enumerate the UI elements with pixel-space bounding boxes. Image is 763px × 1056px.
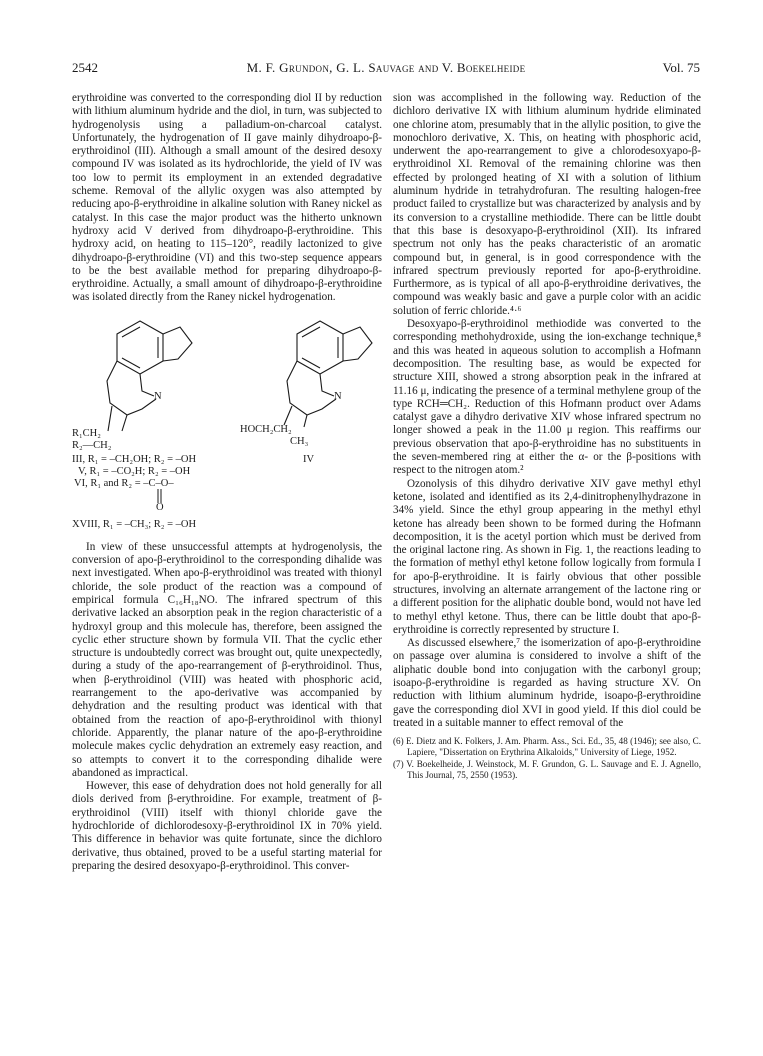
nitrogen-label: N xyxy=(154,390,162,402)
page-number: 2542 xyxy=(72,60,98,75)
compound-label: IV xyxy=(303,453,315,465)
substituent-label: HOCH₂CH₂ xyxy=(240,423,292,435)
benzene-ring xyxy=(297,321,343,374)
substituent-label: R₁CH₂ xyxy=(72,427,101,439)
left-column xyxy=(72,92,382,873)
right-column xyxy=(393,92,701,782)
nitrogen-label: N xyxy=(334,390,342,402)
paragraph: However, this ease of dehydration does not hold generally for all diols derived from β-erythroidine. For example, treatment of β-erythroidinol (VIII) itself with thionyl chloride gave the hydrochloride of dichlorodesoxy-β-erythroidinol IX in 70% yield. This difference in behavior was quite fortunate, since the dichloro derivative, thus obtained, proved to be a useful starting material for preparing the desired desoxyapo-β-erythroidinol. This conver- xyxy=(72,780,382,872)
chemical-structures xyxy=(72,311,382,521)
paragraph: In view of these unsuccessful attempts at hydrogenolysis, the conversion of apo-β-erythroidinol to the corresponding dihalide was next investigated. When apo-β-erythroidinol was treated with thionyl chloride, the sole product of the reaction was a compound of empirical formula C₁₆H₁₈NO. The infrared spectrum of this derivative lacked an absorption peak in the region characteristic of a hydroxyl group and this molecule has, therefore, been assigned the cyclic ether structure shown by formula VII. That the cyclic ether structure is undoubtedly correct was brought out, quite unexpectedly, during a study of the apo-rearrangement of β-erythroidinol. Thus, when β-erythroidinol (VIII) was heated with phosphoric acid, rearrangement to the apo-derivative was accompanied by dehydration and the resulting product was identical with that obtained from the reaction of apo-β-erythroidinol with thionyl chloride. Apparently, the planar nature of the apo-β-erythroidine molecule makes cyclic dehydration an extremely easy reaction, and so attempts to convert it to the corresponding dihalide were abandoned as impractical. xyxy=(72,540,382,779)
paragraph: erythroidine was converted to the corresponding diol II by reduction with lithium aluminum hydride and the diol, in turn, was subjected to hydrogenolysis using a palladium-on-charcoal catalyst. Unfortunately, the hydrogenation of II gave mainly dihydroapo-β-erythroidinol (III). Although a small amount of the desired desoxy compound IV was isolated as its hydrochloride, the yield of IV was too low to permit its employment in an extended degradative scheme. Removal of the allylic oxygen was also attempted by reducing apo-β-erythroidine in alkaline solution with Raney nickel as catalyst. In this case the major product was the hitherto unknown hydroxy acid V derived from dihydroapo-β-erythroidine. This hydroxy acid, on heating to 115–120°, readily lactonized to give dihydroapo-β-erythroidine (VI) and this two-step sequence appears to be the best available method for preparing dihydroapo-β-erythroidine. Actually, a small amount of dihydroapo-β-erythroidine was isolated directly from the Raney nickel hydrogenation. xyxy=(72,92,382,304)
paragraph: Ozonolysis of this dihydro derivative XIV gave methyl ethyl ketone, isolated and identified as its 2,4-dinitrophenylhydrazone in 34% yield. Since the ethyl group appearing in the methyl ethyl ketone has already been shown to be formed during the Hofmann decomposition, it is the acetyl portion which must be derived from the original lactone ring. As shown in Fig. 1, the reactions leading to the formation of methyl ethyl ketone follow logically from formula I for apo-β-erythroidine. It is fairly obvious that other possible structures, involving an alternate arrangement of the lactone ring or a different position for the aliphatic double bond, would not have led to methyl ethyl ketone. Thus, there can be little doubt that apo-β-erythroidine is correctly represented by structure I. xyxy=(393,477,701,636)
oxygen-label: O xyxy=(156,501,164,513)
benzene-ring xyxy=(117,321,163,374)
compound-definition: V, R₁ = –CO₂H; R₂ = –OH xyxy=(78,465,191,477)
volume-label: Vol. 75 xyxy=(662,60,700,75)
compound-definition: III, R₁ = –CH₂OH; R₂ = –OH xyxy=(72,453,197,465)
paragraph: sion was accomplished in the following way. Reduction of the dichloro derivative IX with lithium aluminum hydride eliminated one chlorine atom, presumably that in the allylic position, to give the monochloro derivative, X. This, on heating with phosphoric acid, underwent the apo-rearrangement to give a chlorodesoxyapo-β-erythroidinol XI. Removal of the remaining chlorine was then effected by prolonged heating of XI with a solution of lithium aluminum hydride in tetrahydrofuran. The resulting halogen-free product failed to crystallize but was characterized by analysis and by its conversion to a crystalline methiodide. There can be little doubt that this base is desoxyapo-β-erythroidinol (XII). Its infrared spectrum not only has the peaks characteristic of an aromatic compound but, in general, is in good correspondence with the infrared spectrum previously reported for apo-β-erythroidine. Furthermore, as is typical of all apo-β-erythroidine derivatives, the compound was weakly basic and gave a purple color with an acidic solution of ferric chloride.⁴·⁶ xyxy=(393,92,701,317)
running-header xyxy=(72,60,700,76)
substituent-label: R₂—CH₂ xyxy=(72,439,112,451)
paragraph: As discussed elsewhere,⁷ the isomerization of apo-β-erythroidine on passage over alumina is considered to involve a shift of the aliphatic double bond into conjugation with the carbonyl group; isoapo-β-erythroidine is regarded as having structure XV. On reduction with lithium aluminum hydride, isoapo-β-erythroidine gave the corresponding diol XVI in good yield. If this diol could be treated in a suitable manner to effect removal of the xyxy=(393,637,701,729)
substituent-label: CH₃ xyxy=(290,435,309,447)
paragraph: Desoxyapo-β-erythroidinol methiodide was converted to the corresponding methohydroxide, using the ion-exchange technique,⁸ and this was heated in aqueous solution to accomplish a Hofmann decomposition. The resulting base, as would be expected for structure XIII, showed a strong absorption peak in the infrared at 11.16 μ, indicating the presence of a terminal methylene group of the type RCH═CH₂. Reduction of this Hofmann product over Adams catalyst gave a dihydro derivative XIV whose infrared spectrum no longer showed a peak in the 11.00 μ region. This reaffirms our previous observation that apo-β-erythroidine has no substituents in the seven-membered ring at either the α- or the β-positions with respect to the nitrogen atom.² xyxy=(393,318,701,477)
running-title: M. F. Grundon, G. L. Sauvage and V. Boekelheide xyxy=(246,60,526,75)
compound-definition: VI, R₁ and R₂ = –C–O– xyxy=(74,477,174,489)
compound-definition: XVIII, R₁ = –CH₃; R₂ = –OH xyxy=(72,518,197,530)
footnote: (7) V. Boekelheide, J. Weinstock, M. F. Grundon, G. L. Sauvage and E. J. Agnello, This Journal, 75, 2550 (1953). xyxy=(393,759,701,781)
footnote: (6) E. Dietz and K. Folkers, J. Am. Pharm. Ass., Sci. Ed., 35, 48 (1946); see also, C. Lapiere, "Dissertation on Erythrina Alkaloids," University of Liege, 1952. xyxy=(393,736,701,758)
footnotes xyxy=(393,736,701,781)
